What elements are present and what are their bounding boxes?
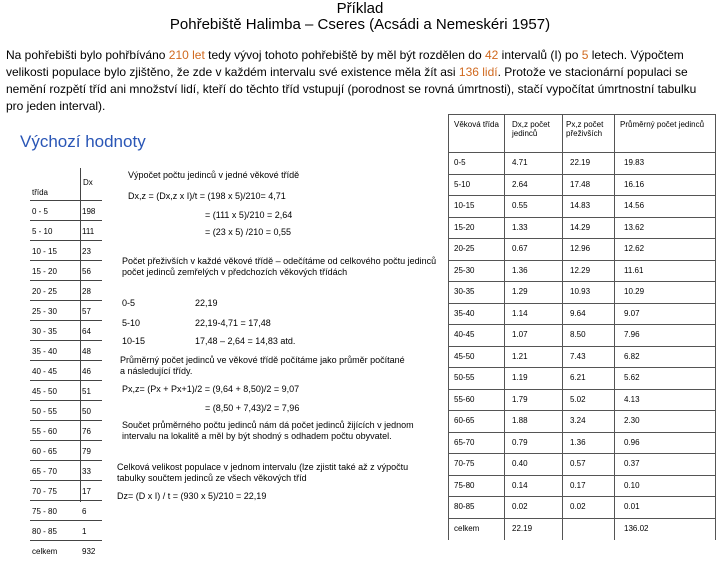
- life-table-cell: 14.83: [570, 201, 591, 210]
- life-table-cell: 12.29: [570, 265, 591, 275]
- life-table-cell: 136.02: [624, 523, 649, 533]
- class-cell: 30 - 35: [32, 327, 57, 336]
- life-table-cell: 3.24: [570, 416, 586, 425]
- dx-cell: 76: [82, 427, 91, 436]
- table-row: [30, 280, 102, 301]
- life-table-cell: 22.19: [512, 523, 533, 533]
- note-surv-val3: 17,48 – 2,64 = 14,83 atd.: [195, 336, 296, 346]
- life-table-cell: 5.62: [624, 373, 640, 382]
- life-table-cell: 20-25: [454, 244, 475, 253]
- note-count-step2: = (111 x 5)/210 = 2,64: [205, 210, 293, 220]
- dx-cell: 1: [82, 527, 87, 536]
- note-count-step3: = (23 x 5) /210 = 0,55: [205, 227, 292, 237]
- intro-paragraph: Na pohřebišti bylo pohřbíváno 210 let tedy vývoj tohoto pohřebiště by měl být rozdělen do 42 intervalů (I) po 5 letech. Výpočtem velikosti populace bylo zjištěno, že zde v každém intervalu své existence měla žít asi 136 lidí. Protože ve stacionární populaci se nemění rozpětí tříd ani množství lidí, kteří do těchto tříd vstupují (porodnost se rovná úmrtnosti), stačí vypočítat úmrtnostní tabulku pro jeden interval).: [6, 48, 697, 113]
- table-row: [30, 540, 102, 561]
- dx-cell: 33: [82, 467, 91, 476]
- life-table-cell: 0.40: [512, 459, 528, 468]
- life-table-cell: 1.79: [512, 394, 528, 404]
- life-table-header-class: Věková třída: [454, 120, 499, 129]
- table-row: [30, 340, 102, 361]
- table-row: [30, 460, 102, 481]
- life-table-cell: 14.56: [624, 201, 645, 210]
- life-table-cell: 2.30: [624, 416, 640, 425]
- life-table-cell: 7.43: [570, 351, 586, 361]
- life-table-header-px: Px,z počet přeživších: [566, 120, 604, 138]
- note-surv-class2: 5-10: [122, 318, 141, 328]
- note-surv-val2: 22,19-4,71 = 17,48: [195, 318, 271, 328]
- life-table-cell: 45-50: [454, 351, 475, 361]
- life-table-cell: 30-35: [454, 287, 475, 296]
- life-table-cell: 0.01: [624, 502, 640, 511]
- table-row: [30, 360, 102, 381]
- dx-cell: 6: [82, 507, 87, 516]
- class-cell: 45 - 50: [32, 387, 57, 396]
- life-table-cell: 1.29: [512, 287, 528, 296]
- section-title: Výchozí hodnoty: [20, 132, 146, 151]
- life-table-cell: 1.14: [512, 308, 528, 318]
- life-table-cell: 55-60: [454, 394, 475, 404]
- people-highlight: 136 lidí: [458, 65, 498, 79]
- note-count-title: Výpočet počtu jedinců v jedné věkové třídě: [128, 170, 300, 180]
- table-row: [30, 380, 102, 401]
- life-table-cell: 0.02: [512, 502, 528, 511]
- life-table-cell: 9.64: [570, 308, 586, 318]
- life-table-cell: 1.07: [512, 330, 528, 339]
- class-cell: 55 - 60: [32, 427, 57, 436]
- dx-cell: 17: [82, 487, 91, 496]
- note-sum: Součet průměrného počtu jedinců nám dá počet jedinců žijících v jednom intervalu na lokalitě a měl by být shodný s odhadem počtu obyvatel.: [122, 420, 414, 441]
- table-row: [30, 240, 102, 261]
- left-table-header-class: třída: [32, 188, 49, 197]
- life-table-cell: 12.62: [624, 244, 645, 253]
- class-cell: 25 - 30: [32, 307, 57, 316]
- dx-cell: 198: [82, 207, 96, 216]
- interval-length-highlight: 5: [581, 48, 589, 62]
- class-cell: 60 - 65: [32, 447, 57, 456]
- class-cell: 65 - 70: [32, 467, 57, 476]
- life-table-cell: 5-10: [454, 179, 471, 189]
- dx-cell: 79: [82, 447, 91, 456]
- table-row: [30, 320, 102, 341]
- life-table-cell: 1.36: [512, 265, 528, 275]
- life-table-cell: 80-85: [454, 502, 475, 511]
- life-table-cell: 5.02: [570, 394, 586, 404]
- life-table-cell: 10.93: [570, 287, 591, 296]
- life-table-cell: 0.14: [512, 480, 528, 490]
- class-cell: 40 - 45: [32, 367, 57, 376]
- note-average-step2: = (8,50 + 7,43)/2 = 7,96: [205, 403, 300, 413]
- class-cell: 80 - 85: [32, 527, 57, 536]
- life-table-cell: 60-65: [454, 416, 475, 425]
- life-table-cell: 70-75: [454, 459, 475, 468]
- note-total-formula: Dz= (D x I) / t = (930 x 5)/210 = 22,19: [117, 491, 267, 501]
- dx-cell: 46: [82, 367, 91, 376]
- class-cell: 70 - 75: [32, 487, 57, 496]
- dx-cell: 50: [82, 407, 91, 416]
- life-table-cell: 1.36: [570, 437, 586, 447]
- class-cell: 35 - 40: [32, 347, 57, 356]
- dx-cell: 28: [82, 287, 91, 296]
- dx-cell: 23: [82, 247, 91, 256]
- life-table-cell: 6.82: [624, 351, 640, 361]
- class-cell: 20 - 25: [32, 287, 57, 296]
- life-table-cell: 9.07: [624, 308, 640, 318]
- dx-cell: 51: [82, 387, 91, 396]
- note-average: Průměrný počet jedinců ve věkové třídě počítáme jako průměr počítané a následující třídy.: [120, 355, 405, 376]
- life-table-cell: 19.83: [624, 158, 645, 167]
- life-table-header-avg: Průměrný počet jedinců: [620, 120, 705, 129]
- life-table-cell: 65-70: [454, 437, 475, 447]
- dx-cell: 56: [82, 267, 91, 276]
- table-row: [30, 260, 102, 281]
- life-table-cell: 0.96: [624, 437, 640, 447]
- life-table-cell: 4.71: [512, 158, 528, 167]
- note-surv-class1: 0-5: [122, 298, 136, 308]
- life-table-cell: 0-5: [454, 158, 466, 167]
- table-row: [30, 440, 102, 461]
- life-table-cell: celkem: [454, 523, 480, 533]
- life-table-cell: 8.50: [570, 330, 586, 339]
- life-table-cell: 22.19: [570, 158, 591, 167]
- left-table-header-dx: Dx: [83, 178, 93, 187]
- dx-cell: 111: [82, 227, 95, 236]
- class-cell: 10 - 15: [32, 247, 57, 256]
- life-table-cell: 1.21: [512, 351, 528, 361]
- note-survivors: Počet přeživších v každé věkové třídě – odečítáme od celkového počtu jedinců počet jedinců zemřelých v předchozích věkových třídách: [122, 256, 437, 277]
- life-table-cell: 1.33: [512, 222, 528, 232]
- class-cell: 75 - 80: [32, 507, 57, 516]
- dx-cell: 932: [82, 547, 96, 556]
- life-table-cell: 0.79: [512, 437, 528, 447]
- life-table-cell: 14.29: [570, 222, 591, 232]
- life-table-cell: 10.29: [624, 287, 645, 296]
- class-cell: 50 - 55: [32, 407, 57, 416]
- page-title: Příklad: [336, 0, 384, 17]
- life-table-cell: 11.61: [624, 265, 644, 275]
- life-table-cell: 40-45: [454, 330, 475, 339]
- life-table-cell: 0.17: [570, 480, 586, 490]
- life-table-cell: 15-20: [454, 222, 475, 232]
- class-cell: celkem: [32, 547, 58, 556]
- table-row: [30, 300, 102, 321]
- life-table-cell: 1.88: [512, 416, 528, 425]
- table-row: [30, 420, 102, 441]
- table-row: [30, 200, 102, 221]
- life-table-cell: 35-40: [454, 308, 475, 318]
- life-table-cell: 7.96: [624, 330, 640, 339]
- life-table-cell: 0.57: [570, 459, 586, 468]
- dx-cell: 64: [82, 327, 91, 336]
- life-table-cell: 75-80: [454, 480, 475, 490]
- life-table-cell: 0.02: [570, 502, 586, 511]
- note-count-formula: Dx,z = (Dx,z x I)/t = (198 x 5)/210= 4,71: [128, 191, 286, 201]
- life-table-cell: 16.16: [624, 179, 645, 189]
- life-table-cell: 0.10: [624, 480, 640, 490]
- note-surv-val1: 22,19: [195, 298, 218, 308]
- class-cell: 5 - 10: [32, 227, 53, 236]
- table-row: [30, 480, 102, 501]
- dx-cell: 48: [82, 347, 91, 356]
- life-table-cell: 12.96: [570, 244, 591, 253]
- class-cell: 15 - 20: [32, 267, 57, 276]
- class-cell: 0 - 5: [32, 207, 49, 216]
- page-subtitle: Pohřebiště Halimba – Cseres (Acsádi a Nemeskéri 1957): [169, 16, 551, 33]
- note-surv-class3: 10-15: [122, 336, 146, 346]
- life-table-cell: 17.48: [570, 179, 591, 189]
- years-highlight: 210 let: [168, 48, 205, 62]
- table-row: [30, 220, 102, 241]
- life-table-cell: 13.62: [624, 222, 645, 232]
- table-row: [30, 400, 102, 421]
- life-table-cell: 1.19: [512, 373, 528, 382]
- note-average-formula: Px,z= (Px + Px+1)/2 = (9,64 + 8,50)/2 = 9,07: [122, 384, 300, 394]
- life-table-cell: 25-30: [454, 265, 475, 275]
- table-row: [30, 520, 102, 541]
- life-table-cell: 50-55: [454, 373, 475, 382]
- life-table-header-dx: Dx,z počet jedinců: [512, 120, 550, 138]
- life-table-cell: 0.67: [512, 244, 528, 253]
- dx-cell: 57: [82, 307, 91, 316]
- life-table-cell: 0.55: [512, 201, 528, 210]
- life-table-cell: 0.37: [624, 459, 640, 468]
- life-table-cell: 4.13: [624, 394, 640, 404]
- life-table: [448, 114, 716, 540]
- intervals-highlight: 42: [484, 48, 499, 62]
- life-table-cell: 2.64: [512, 179, 528, 189]
- life-table-cell: 10-15: [454, 201, 475, 210]
- note-total: Celková velikost populace v jednom intervalu (lze zjistit také až z výpočtu tabulky součtem jedinců ze všech věkových tříd: [117, 462, 409, 483]
- life-table-cell: 6.21: [570, 373, 586, 382]
- table-row: [30, 500, 102, 521]
